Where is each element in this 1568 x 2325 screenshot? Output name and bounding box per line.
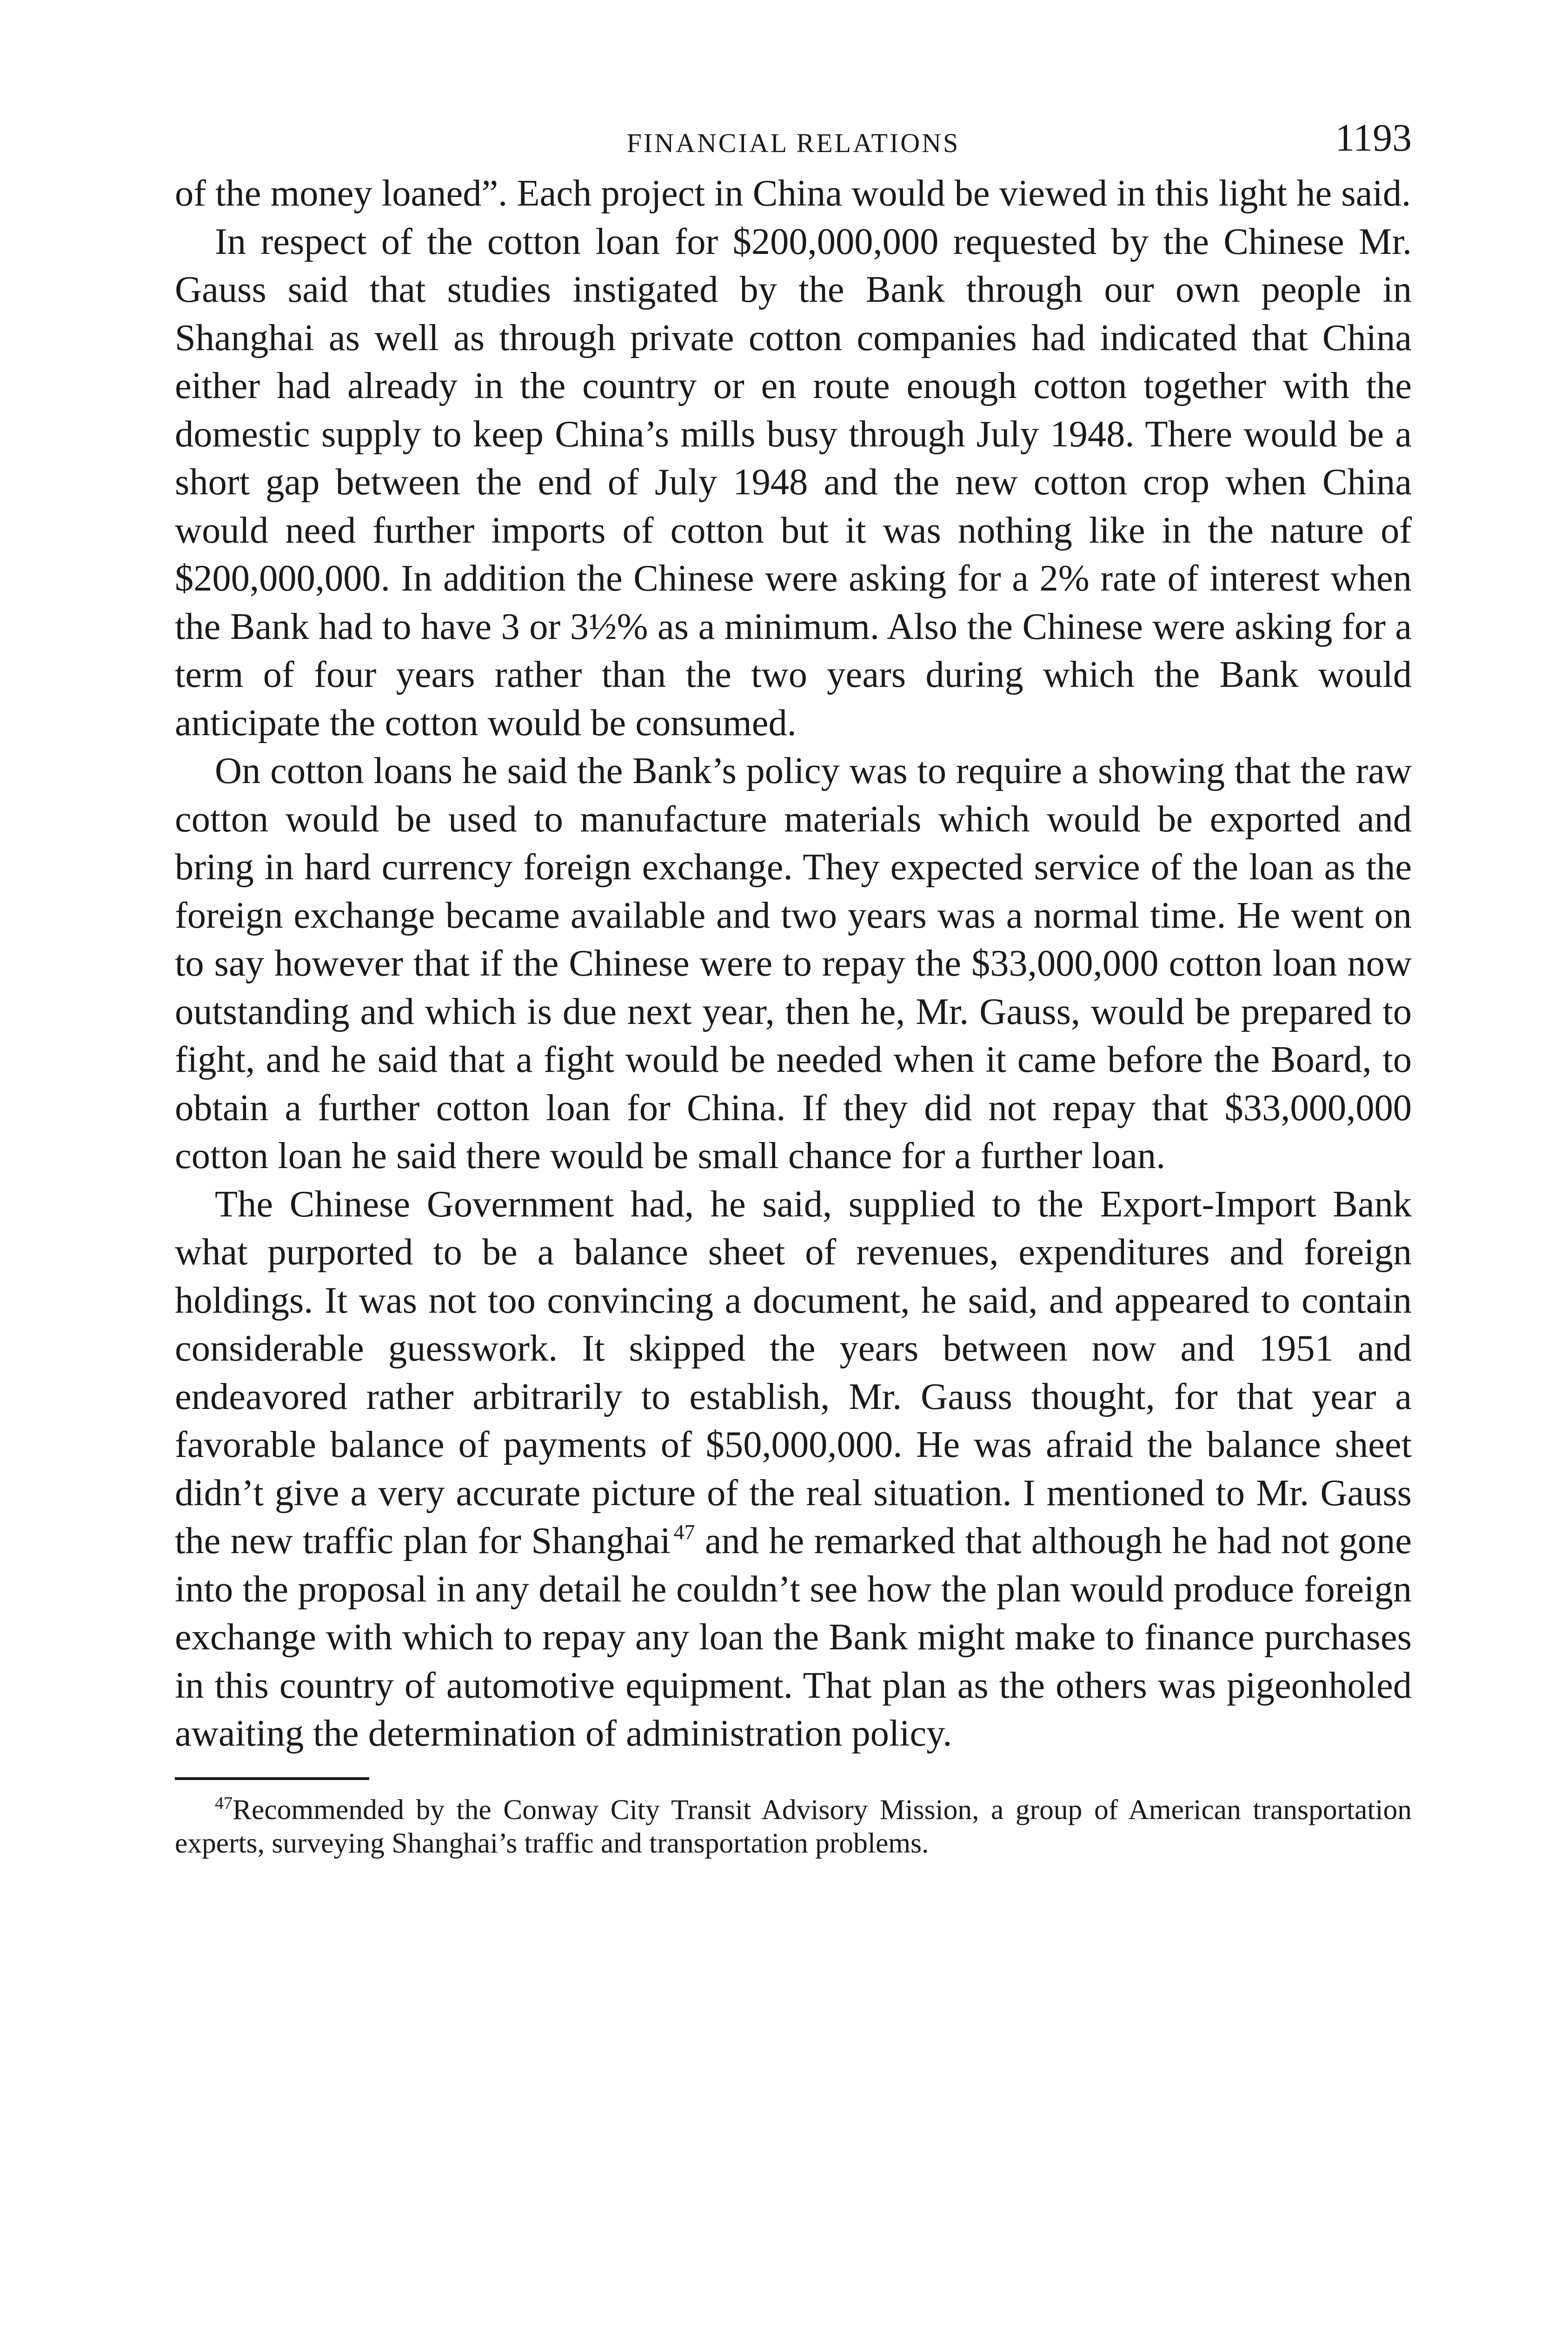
body-text <box>175 169 1412 1758</box>
footnote-divider <box>175 1777 369 1780</box>
footnote-reference[interactable]: 47 <box>673 1520 695 1544</box>
footnote <box>175 1793 1412 1860</box>
paragraph: In respect of the cotton loan for $200,000,000 requested by the Chinese Mr. Gauss said that studies instigated by the Bank through our own people in Shanghai as well as through private cotton companies had indicated that China either had already in the country or en route enough cotton together with the domestic supply to keep China’s mills busy through July 1948. There would be a short gap between the end of July 1948 and the new cotton crop when China would need further imports of cotton but it was nothing like in the nature of $200,000,000. In addition the Chinese were asking for a 2% rate of interest when the Bank had to have 3 or 3½% as a minimum. Also the Chinese were asking for a term of four years rather than the two years during which the Bank would anticipate the cotton would be consumed. <box>175 220 1412 744</box>
paragraph: On cotton loans he said the Bank’s policy was to require a showing that the raw cotton would be used to manufacture materials which would be exported and bring in hard currency foreign exchange. They expected service of the loan as the foreign exchange became available and two years was a normal time. He went on to say however that if the Chinese were to repay the $33,000,000 cotton loan now outstanding and which is due next year, then he, Mr. Gauss, would be prepared to fight, and he said that a fight would be needed when it came before the Board, to obtain a further cotton loan for China. If they did not repay that $33,000,000 cotton loan he said there would be small chance for a further loan. <box>175 750 1412 1176</box>
paragraph-text: and he remarked that although he had not gone into the proposal in any detail he couldn’t see how the plan would produce foreign exchange with which to repay any loan the Bank might make to finance purchases in this country of automotive equipment. That plan as the others was pigeonholed awaiting the determination of administration policy. <box>175 1520 1412 1754</box>
footnote-marker: 47 <box>215 1793 233 1813</box>
page-number: 1193 <box>1335 116 1412 159</box>
paragraph: of the money loaned”. Each project in China would be viewed in this light he said. <box>175 173 1411 214</box>
document-page <box>175 113 1412 1860</box>
footnote-text: Recommended by the Conway City Transit Advisory Mission, a group of American transportation experts, surveying Shanghai’s traffic and transportation problems. <box>175 1794 1412 1859</box>
paragraph <box>175 1180 1412 1758</box>
running-head <box>175 113 1412 169</box>
paragraph-text: The Chinese Government had, he said, supplied to the Export-Import Bank what purported to be a balance sheet of revenues, expenditures and foreign holdings. It was not too convincing a document, he said, and appeared to contain considerable guesswork. It skipped the years between now and 1951 and endeavored rather arbitrarily to establish, Mr. Gauss thought, for that year a favorable balance of payments of $50,000,000. He was afraid the balance sheet didn’t give a very accurate picture of the real situation. I mentioned to Mr. Gauss the new traffic plan for Shanghai <box>175 1183 1412 1561</box>
running-title: FINANCIAL RELATIONS <box>626 128 960 158</box>
